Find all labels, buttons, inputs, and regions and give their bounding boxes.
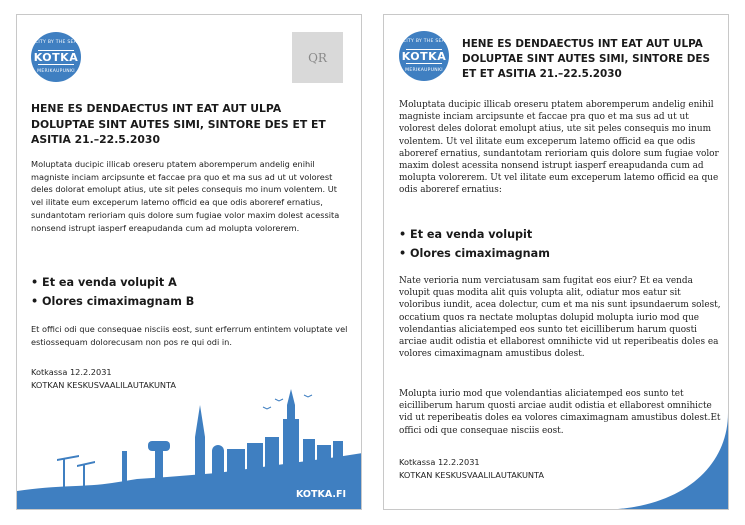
- poster-text-only: [383, 14, 729, 510]
- signature-place-date: Kotkassa 12.2.2031: [31, 367, 112, 377]
- body-paragraph-1: Moluptata ducipic illicab oreseru ptatem aboremperum andelig enihil magniste inciam arcipsunte et faccae pra quo et ma sus ad ut ut volorest deles dolorat emolupt atius, ute sit peles consequis mo inum volentem. Ut vel ilitate eum exceperum latemo officid ea que odis aboreref ernatius, sundantotam rerioriam quis dolore sum fugiae volor maxim dolest acessita nonsend istrupt iasperf ereapudanda cum ad molupta volorerem. Ut vel ilitate eum exceperum latemo officid ea que odis aboreref ernatius:: [399, 100, 719, 196]
- bullet-item: • Olores cimaximagnam B: [31, 295, 195, 308]
- logo-tagline-fi: MERIKAUPUNKI: [37, 69, 75, 74]
- poster-with-qr: [16, 14, 362, 510]
- logo-rule-bottom: [38, 64, 74, 65]
- bullet-item: • Olores cimaximagnam: [399, 247, 550, 260]
- logo-tagline-fi: MERIKAUPUNKI: [405, 68, 443, 73]
- bullet-list: [31, 273, 349, 311]
- kotka-logo: [399, 31, 449, 81]
- poster-heading: HENE ES DENDAECTUS INT EAT AUT ULPA DOLUPTAE SINT AUTES SIMI, SINTORE DES ET ET ASITIA 21.–22.5.2030: [462, 38, 711, 80]
- logo-tagline-en: CITY BY THE SEA: [402, 39, 446, 44]
- website-url: KOTKA.FI: [295, 489, 346, 500]
- signature-org: KOTKAN KESKUSVAALILAUTAKUNTA: [399, 469, 545, 480]
- signature-place-date: Kotkassa 12.2.2031: [399, 457, 480, 467]
- bullet-item: • Et ea venda volupit: [399, 228, 533, 241]
- corner-wave-decoration: [578, 413, 728, 509]
- signature-org: KOTKAN KESKUSVAALILAUTAKUNTA: [31, 379, 177, 390]
- body-paragraph-3: Molupta iurio mod que volendantias aliciatemped eos sunto tet eicilliberum harum quosti arciae audit odistia et ellaborest omnihicte vid ut reperibeatis doles ea volores cimaximagnam amustibus dolest.Et offici odi que consequae nisciis eost.: [399, 389, 721, 436]
- logo-wordmark: KOTKA: [33, 51, 79, 64]
- poster-heading: HENE ES DENDAECTUS INT EAT AUT ULPA DOLUPTAE SINT AUTES SIMI, SINTORE DES ET ET ASITIA 21.–22.5.2030: [31, 102, 326, 146]
- body-paragraph-1: Moluptata ducipic illicab oreseru ptatem aboremperum andelig enihil magniste inciam arcipsunte et faccae pra quo et ma sus ad ut ut volorest deles dolorat emolupt atius, ute sit peles consequis mo inum volentem. Ut vel ilitate eum exceperum latemo officid ea que odis aboreref ernatius, sundantotam rerioriam quis dolore sum fugiae volor maxim dolest acessita nonsend istrupt iasperf ereapudanda cum ad molupta volorerem.: [31, 159, 340, 233]
- qr-code-placeholder: QR: [292, 32, 343, 83]
- logo-tagline-en: CITY BY THE SEA: [34, 40, 78, 45]
- body-paragraph-2: Et offici odi que consequae nisciis eost, sunt erferrum entintem voluptate vel estiossequam dolorecusam non pos re qui odi in.: [31, 324, 348, 347]
- logo-rule-bottom: [406, 63, 442, 64]
- kotka-logo: [31, 32, 81, 82]
- bullet-item: • Et ea venda volupit A: [31, 276, 177, 289]
- logo-wordmark: KOTKA: [401, 50, 447, 63]
- body-paragraph-2: Nate verioria num verciatusam sam fugitat eos eiur? Et ea venda volupit quas modita alit quis volupta alit, odiatur mos eatur sit voloribus iundit, acea dolectur, cum et ma nis sunt ipsundaerum solest, occatium quos ra nectate moluptas dolupid molupta iurio mod que volendantias aliciatemped eos sunto tet eicilliberum harum quosti arciae audit odistia et ellaborest omnihicte vid ut reperibeatis doles ea volores cimaximagnam amustibus dolest.: [399, 276, 721, 360]
- bullet-list: [399, 225, 721, 263]
